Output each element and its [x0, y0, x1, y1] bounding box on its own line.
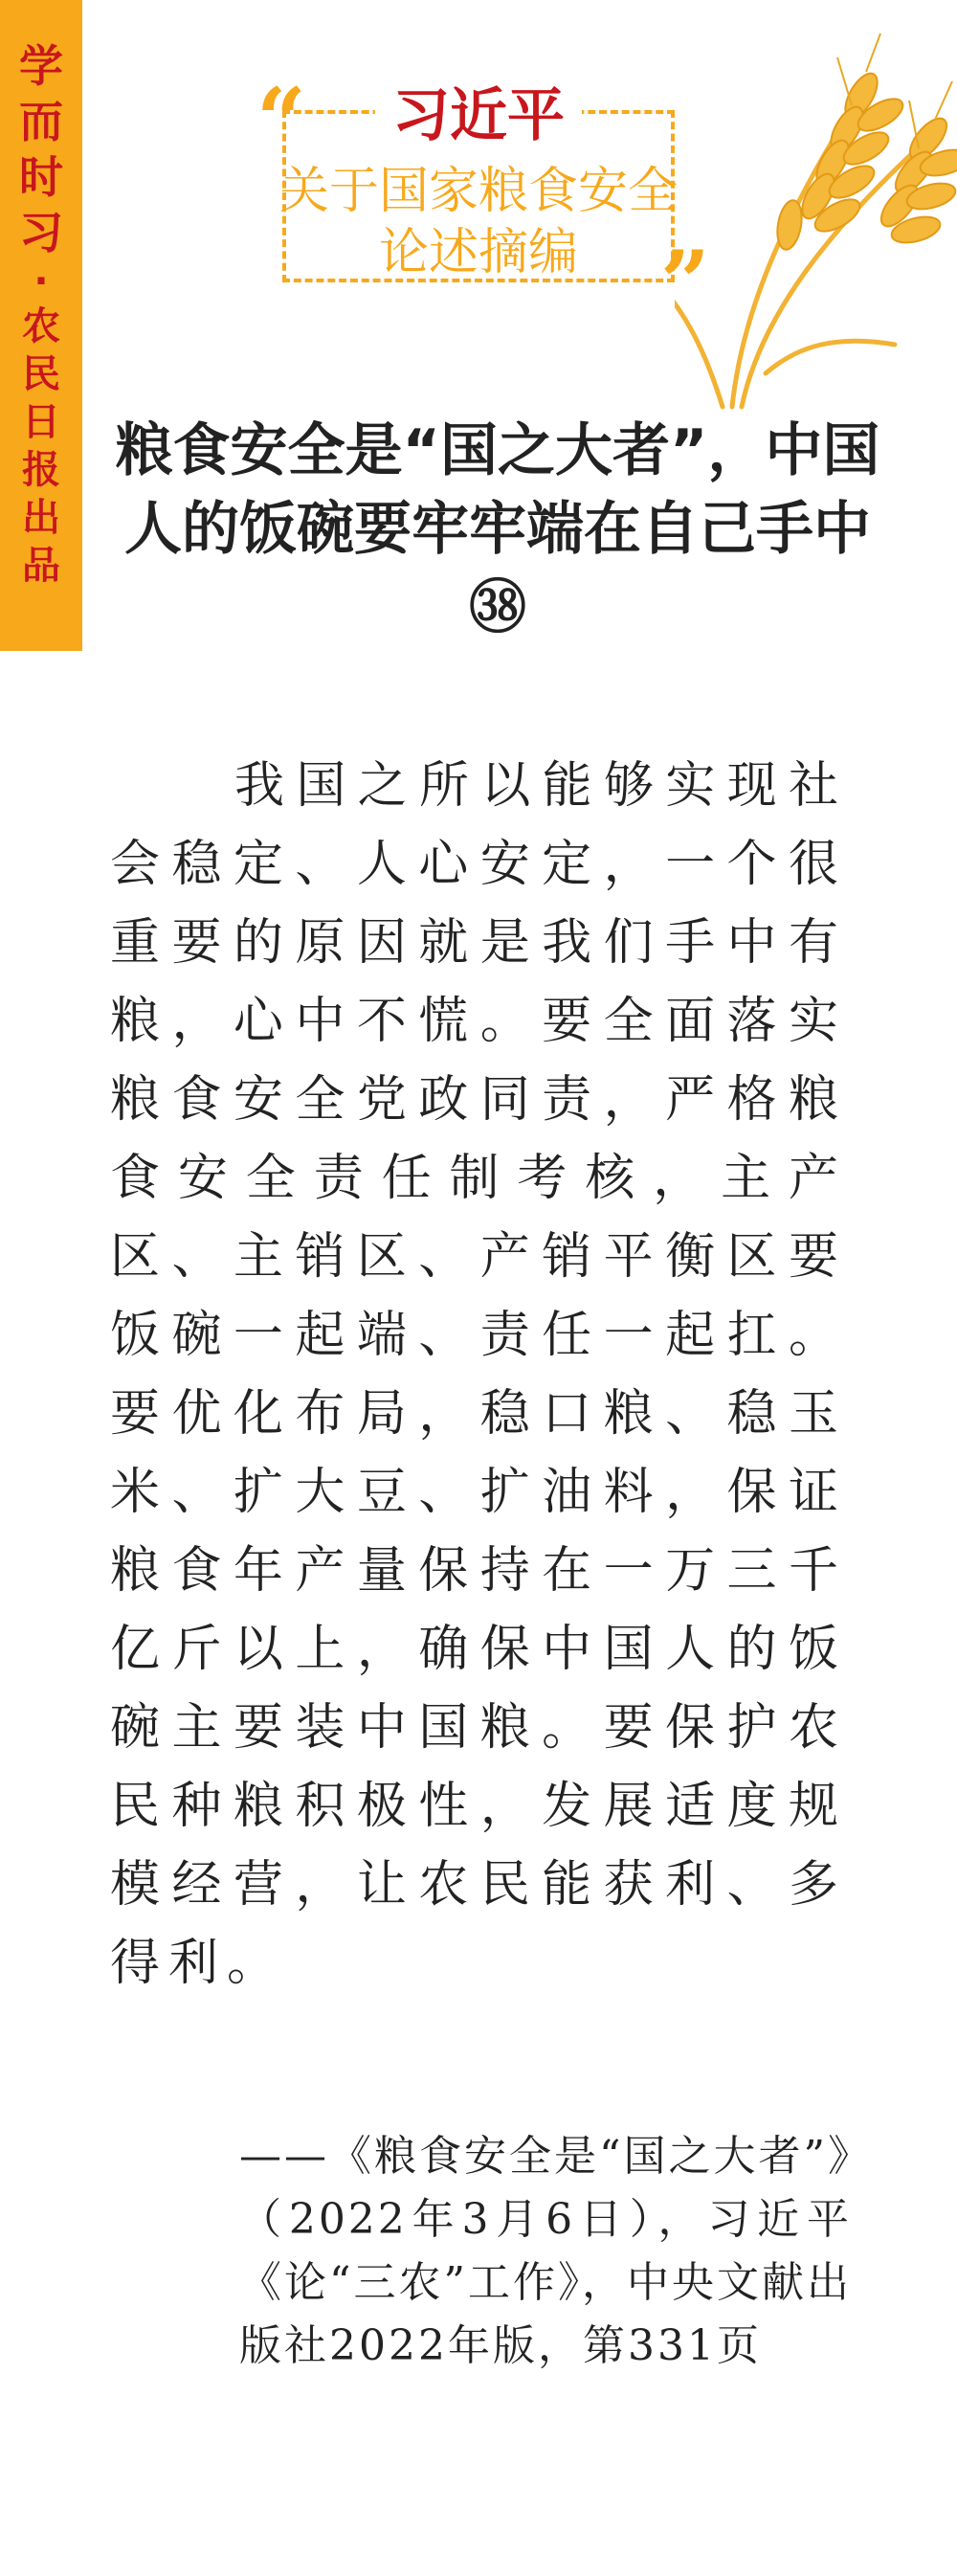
header-author-text: 习近平	[375, 82, 582, 149]
header-subtitle	[220, 161, 737, 283]
header-author	[220, 81, 737, 150]
brand-label: 学而时习	[19, 40, 63, 258]
wheat-icon	[675, 29, 957, 412]
header-subtitle-line1: 关于国家粮食安全	[278, 163, 678, 220]
open-quote-icon: “	[256, 69, 306, 170]
publisher-label: 农民日报出品	[22, 304, 60, 588]
brand-separator: ·	[33, 259, 49, 303]
close-quote-icon: ”	[660, 232, 710, 333]
side-banner-text	[0, 38, 82, 590]
quote-body: 我国之所以能够实现社会稳定、人心安定，一个很重要的原因就是我们手中有粮，心中不慌。要全面落实粮食安全党政同责，严格粮食安全责任制考核，主产区、主销区、产销平衡区要饭碗一起端、责任一起扛。要优化布局，稳口粮、稳玉米、扩大豆、扩油料，保证粮食年产量保持在一万三千亿斤以上，确保中国人的饭碗主要装中国粮。要保护农民种粮积极性，发展适度规模经营，让农民能获利、多得利。	[110, 757, 847, 1992]
header-subtitle-line2: 论述摘编	[378, 224, 578, 281]
side-banner	[0, 0, 82, 651]
article-title: 粮食安全是“国之大者”，中国人的饭碗要牢牢端在自己手中㊳	[115, 417, 880, 641]
source-citation: ——《粮食安全是“国之大者”》（2022年3月6日），习近平《论“三农”工作》，中央文献出版社2022年版，第331页	[239, 2132, 852, 2370]
